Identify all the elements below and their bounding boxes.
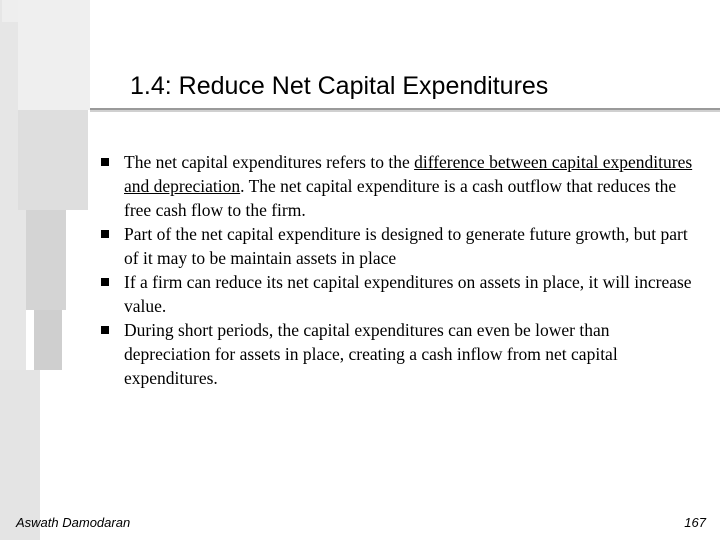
bullet-item <box>96 318 696 390</box>
square-bullet-icon <box>101 326 109 334</box>
decorative-block <box>18 110 88 210</box>
decorative-block <box>18 0 90 110</box>
bullet-text: . The net capital expenditure is a cash outflow that reduces the free cash flow to the firm. <box>124 176 677 220</box>
bullet-text: If a firm can reduce its net capital expenditures on assets in place, it will increase value. <box>124 272 692 316</box>
bullet-item <box>96 222 696 270</box>
bullet-text: Part of the net capital expenditure is designed to generate future growth, but part of it may to be maintain assets in place <box>124 224 688 268</box>
decorative-block <box>26 210 66 310</box>
square-bullet-icon <box>101 158 109 166</box>
square-bullet-icon <box>101 230 109 238</box>
square-bullet-icon <box>101 278 109 286</box>
footer-author: Aswath Damodaran <box>16 515 131 530</box>
bullet-text: During short periods, the capital expenditures can even be lower than depreciation for assets in place, creating a cash inflow from net capital expenditures. <box>124 320 618 388</box>
bullet-item <box>96 270 696 318</box>
page-number: 167 <box>684 515 706 530</box>
decorative-block <box>34 310 62 370</box>
bullet-underlined-text: difference between capital expenditures and depreciation <box>124 152 693 196</box>
title-rule-shadow <box>90 110 720 112</box>
bullet-list <box>96 150 696 390</box>
slide-title: 1.4: Reduce Net Capital Expenditures <box>130 72 549 100</box>
bullet-item <box>96 150 696 222</box>
bullet-text: The net capital expenditures refers to the <box>124 152 415 172</box>
